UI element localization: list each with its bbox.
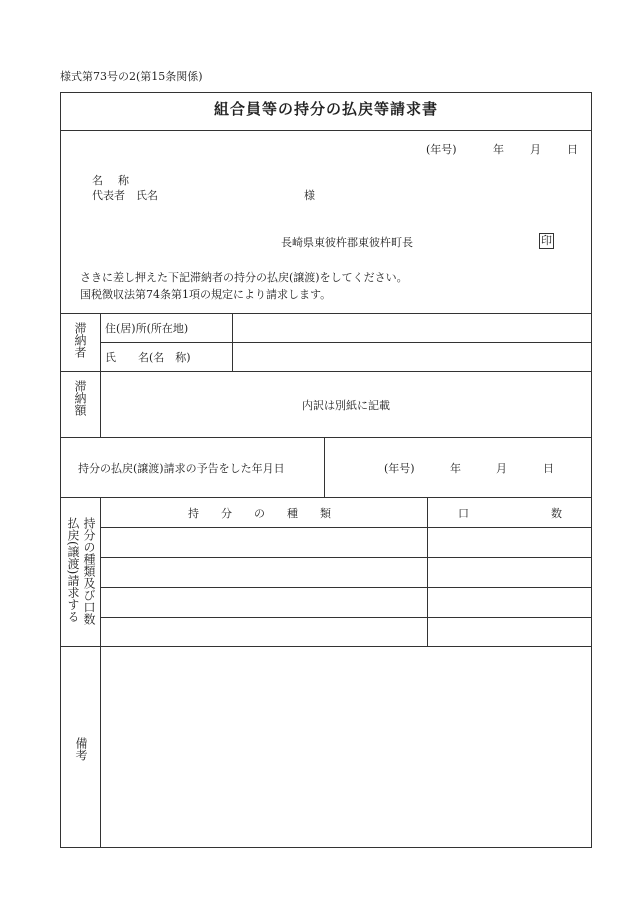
shares-row-4 [100, 617, 592, 618]
title-divider [60, 130, 592, 131]
notice-era: (年号) [384, 462, 415, 475]
addressee-honorific: 様 [304, 189, 315, 202]
delinquent-name-label: 氏 名(名 称) [105, 351, 191, 364]
notice-day: 日 [543, 462, 554, 475]
notice-year: 年 [450, 462, 461, 475]
header-year: 年 [493, 143, 504, 156]
shares-column-divider [427, 497, 428, 646]
delinquent-address-label: 住(居)所(所在地) [105, 322, 189, 335]
remarks-label: 備考 [74, 737, 88, 761]
issuer-title: 長崎県東彼杵郡東彼杵町長 [281, 236, 413, 249]
header-month: 月 [530, 143, 541, 156]
notice-date-label: 持分の払戻(譲渡)請求の予告をした年月日 [78, 462, 285, 475]
notice-divider [324, 437, 325, 497]
addressee-name-label: 名 称 [92, 174, 131, 187]
form-title: 組合員等の持分の払戻等請求書 [213, 100, 438, 118]
notice-top-border [60, 437, 592, 438]
shares-top-border [60, 497, 592, 498]
remarks-top-border [60, 646, 592, 647]
shares-row-3 [100, 587, 592, 588]
amount-top-border [60, 371, 592, 372]
amount-label: 滞納額 [73, 380, 87, 416]
shares-side-label-2: 持分の種類及び口数 [82, 517, 96, 625]
delinquent-top-border [60, 313, 592, 314]
shares-count-header-2: 数 [551, 507, 562, 520]
shares-side-label-1: 払戻(譲渡)請求する [66, 517, 80, 623]
remarks-label-divider [100, 646, 101, 848]
request-text-line1: さきに差し押えた下記滞納者の持分の払戻(譲渡)をしてください。 [80, 271, 408, 284]
addressee-rep-label: 代表者 氏名 [92, 189, 158, 202]
header-era: (年号) [426, 143, 457, 156]
amount-value: 内訳は別紙に記載 [302, 399, 390, 412]
request-text-line2: 国税徴収法第74条第1項の規定により請求します。 [80, 288, 332, 301]
shares-label-divider [100, 497, 101, 647]
notice-month: 月 [496, 462, 507, 475]
delinquent-mid-border [100, 342, 592, 343]
delinquent-label: 滞納者 [73, 322, 87, 358]
form-number: 様式第73号の2(第15条関係) [60, 70, 203, 83]
shares-count-header-1: 口 [458, 507, 469, 520]
seal-mark: 印 [541, 234, 552, 247]
shares-row-2 [100, 557, 592, 558]
shares-row-1 [100, 527, 592, 528]
shares-type-header: 持 分 の 種 類 [188, 507, 331, 520]
header-day: 日 [567, 143, 578, 156]
